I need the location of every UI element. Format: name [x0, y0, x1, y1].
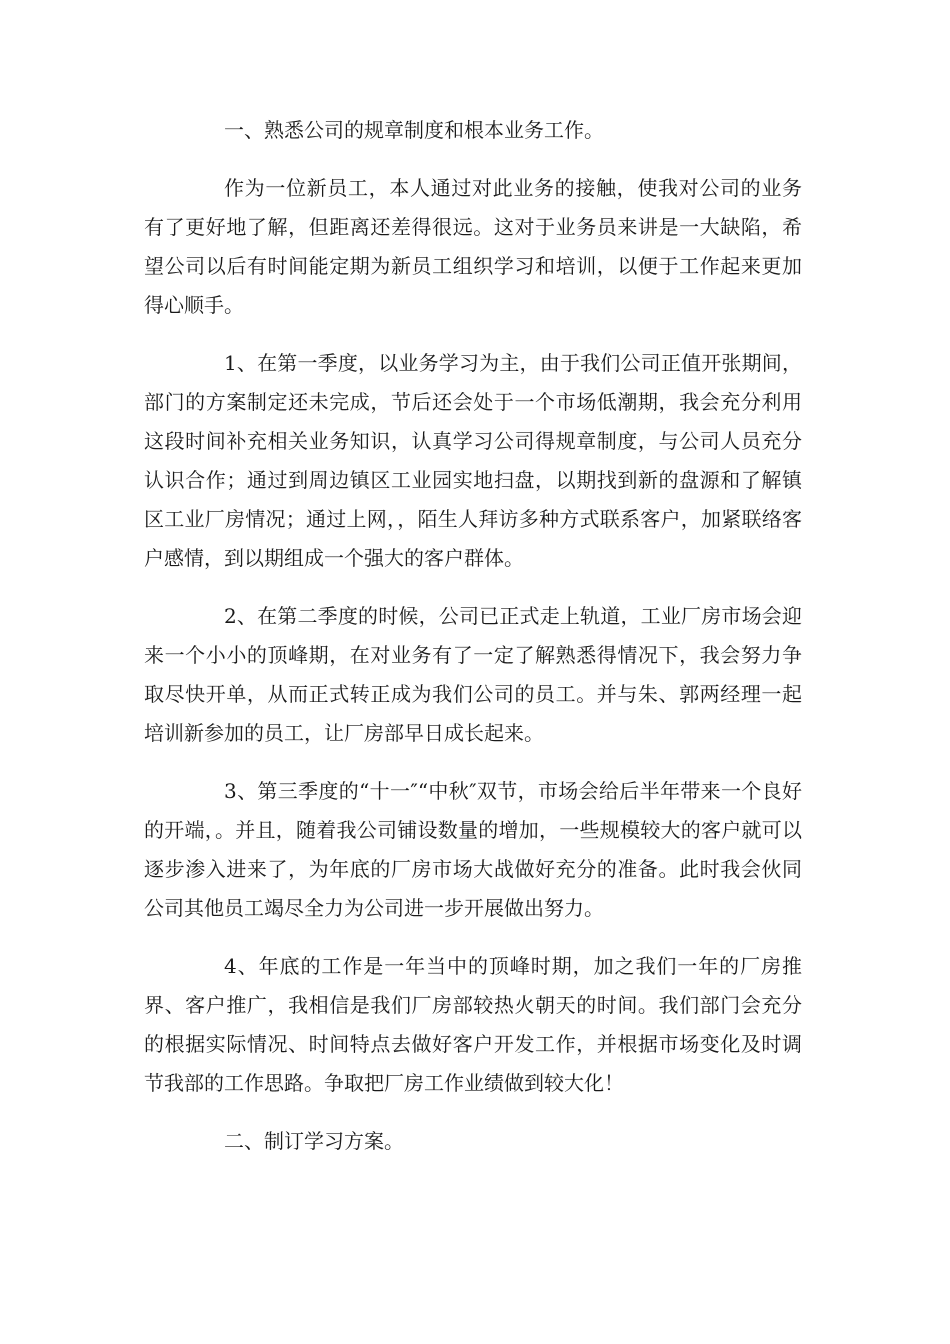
- paragraph-q4: 4、年底的工作是一年当中的顶峰时期，加之我们一年的厂房推界、客户推广，我相信是我们厂房部较热火朝天的时间。我们部门会充分的根据实际情况、时间特点去做好客户开发工作，并根据市场变化及时调节我部的工作思路。争取把厂房工作业绩做到较大化！: [144, 954, 802, 1095]
- paragraph-intro: 作为一位新员工，本人通过对此业务的接触，使我对公司的业务有了更好地了解，但距离还差得很远。这对于业务员来讲是一大缺陷，希望公司以后有时间能定期为新员工组织学习和培训，以便于工作起来更加得心顺手。: [144, 176, 802, 317]
- document-body: [144, 111, 802, 1161]
- paragraph-q2: 2、在第二季度的时候，公司已正式走上轨道，工业厂房市场会迎来一个小小的顶峰期，在对业务有了一定了解熟悉得情况下，我会努力争取尽快开单，从而正式转正成为我们公司的员工。并与朱、郭两经理一起培训新参加的员工，让厂房部早日成长起来。: [144, 604, 802, 745]
- paragraph-q3: 3、第三季度的“十一″“中秋″双节，市场会给后半年带来一个良好的开端，。并且，随着我公司铺设数量的增加，一些规模较大的客户就可以逐步渗入进来了，为年底的厂房市场大战做好充分的准备。此时我会伙同公司其他员工竭尽全力为公司进一步开展做出努力。: [144, 779, 802, 920]
- paragraph-q1: 1、在第一季度，以业务学习为主，由于我们公司正值开张期间，部门的方案制定还未完成，节后还会处于一个市场低潮期，我会充分利用这段时间补充相关业务知识，认真学习公司得规章制度，与公司人员充分认识合作；通过到周边镇区工业园实地扫盘，以期找到新的盘源和了解镇区工业厂房情况；通过上网，，陌生人拜访多种方式联系客户，加紧联络客户感情，到以期组成一个强大的客户群体。: [144, 351, 802, 570]
- section-heading-2: 二、制订学习方案。: [224, 1129, 404, 1153]
- section-heading-1: 一、熟悉公司的规章制度和根本业务工作。: [224, 118, 604, 142]
